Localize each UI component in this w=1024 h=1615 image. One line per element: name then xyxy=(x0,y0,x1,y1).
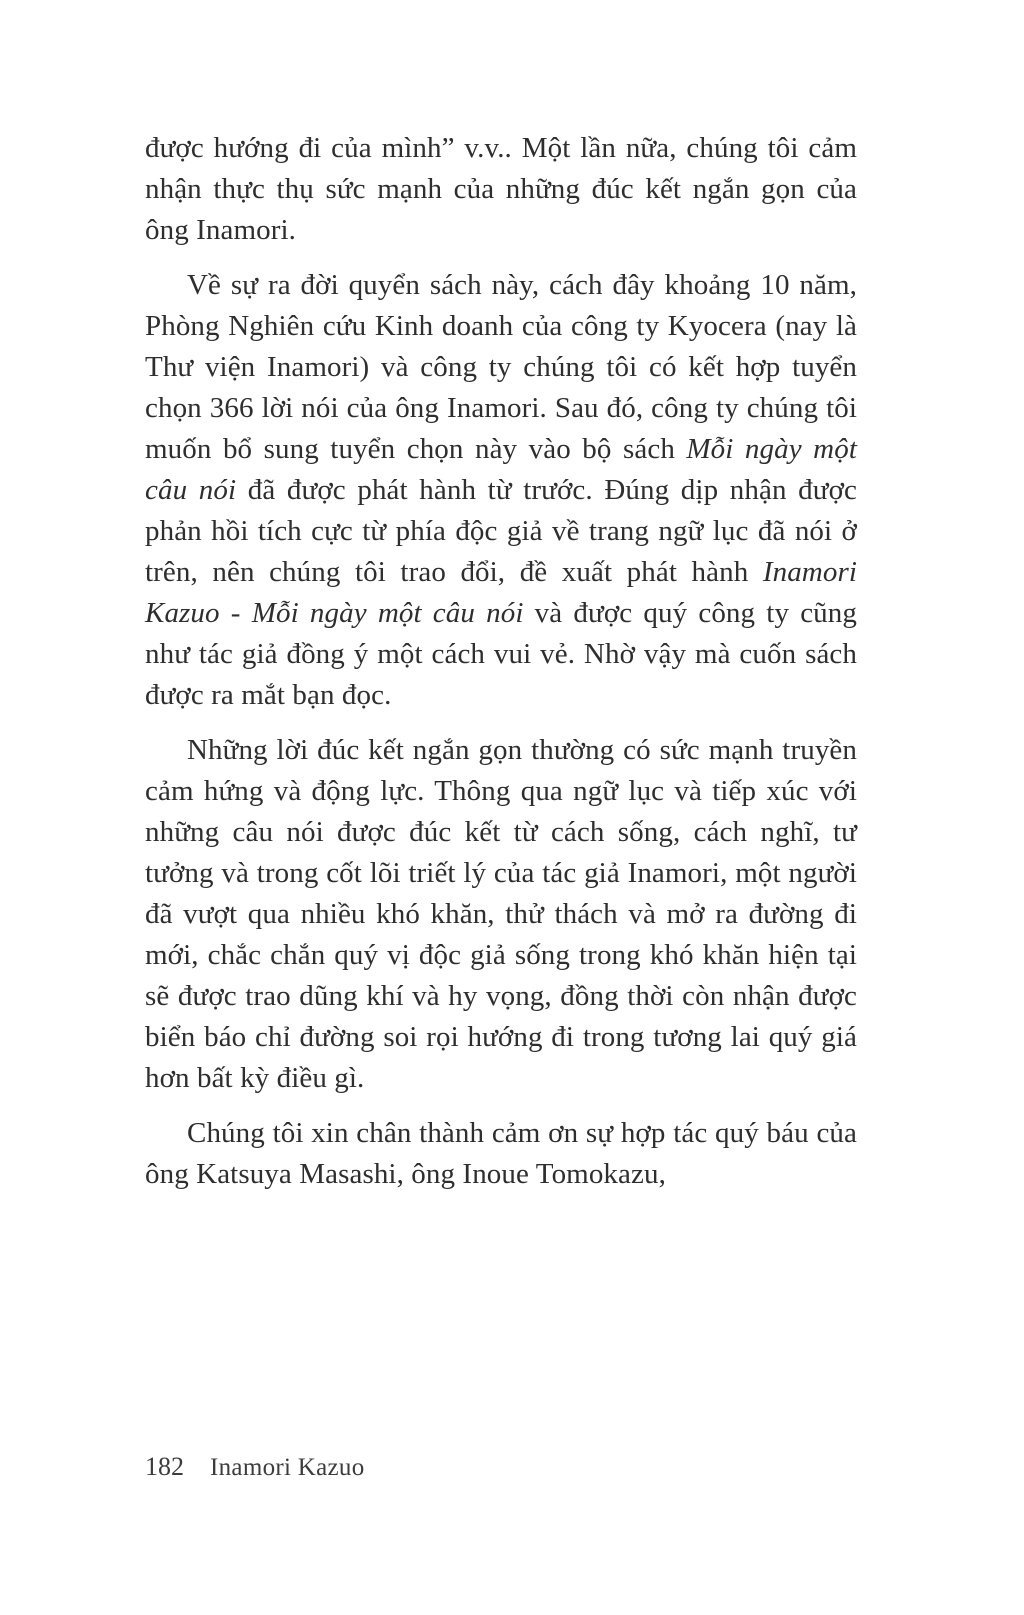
text-run: Chúng tôi xin chân thành cảm ơn sự hợp tác quý báu của ông Katsuya Masashi, ông Inoue Tomokazu, xyxy=(145,1117,857,1190)
book-title-italic: Mỗi ngày một câu nói xyxy=(145,433,857,506)
page-number: 182 xyxy=(145,1452,184,1481)
page-footer xyxy=(145,1452,857,1482)
paragraph xyxy=(145,1113,857,1195)
text-run: đã được phát hành từ trước. Đúng dịp nhận được phản hồi tích cực từ phía độc giả về trang ngữ lục đã nói ở trên, nên chúng tôi trao đổi, đề xuất phát hành xyxy=(145,474,857,588)
book-title-italic: Inamori Kazuo - Mỗi ngày một câu nói xyxy=(145,556,857,629)
text-run: được hướng đi của mình” v.v.. Một lần nữa, chúng tôi cảm nhận thực thụ sức mạnh của những đúc kết ngắn gọn của ông Inamori. xyxy=(145,132,857,246)
body-text xyxy=(145,128,857,1209)
text-run: Về sự ra đời quyển sách này, cách đây khoảng 10 năm, Phòng Nghiên cứu Kinh doanh của công ty Kyocera (nay là Thư viện Inamori) và công ty chúng tôi có kết hợp tuyển chọn 366 lời nói của ông Inamori. Sau đó, công ty chúng tôi muốn bổ sung tuyển chọn này vào bộ sách xyxy=(145,269,857,465)
paragraph xyxy=(145,128,857,251)
text-run: và được quý công ty cũng như tác giả đồng ý một cách vui vẻ. Nhờ vậy mà cuốn sách được ra mắt bạn đọc. xyxy=(145,597,857,711)
paragraph xyxy=(145,730,857,1099)
text-run: Những lời đúc kết ngắn gọn thường có sức mạnh truyền cảm hứng và động lực. Thông qua ngữ lục và tiếp xúc với những câu nói được đúc kết từ cách sống, cách nghĩ, tư tưởng và trong cốt lõi triết lý của tác giả Inamori, một người đã vượt qua nhiều khó khăn, thử thách và mở ra đường đi mới, chắc chắn quý vị độc giả sống trong khó khăn hiện tại sẽ được trao dũng khí và hy vọng, đồng thời còn nhận được biển báo chỉ đường soi rọi hướng đi trong tương lai quý giá hơn bất kỳ điều gì. xyxy=(145,734,857,1094)
running-title: Inamori Kazuo xyxy=(210,1454,365,1481)
paragraph xyxy=(145,265,857,716)
